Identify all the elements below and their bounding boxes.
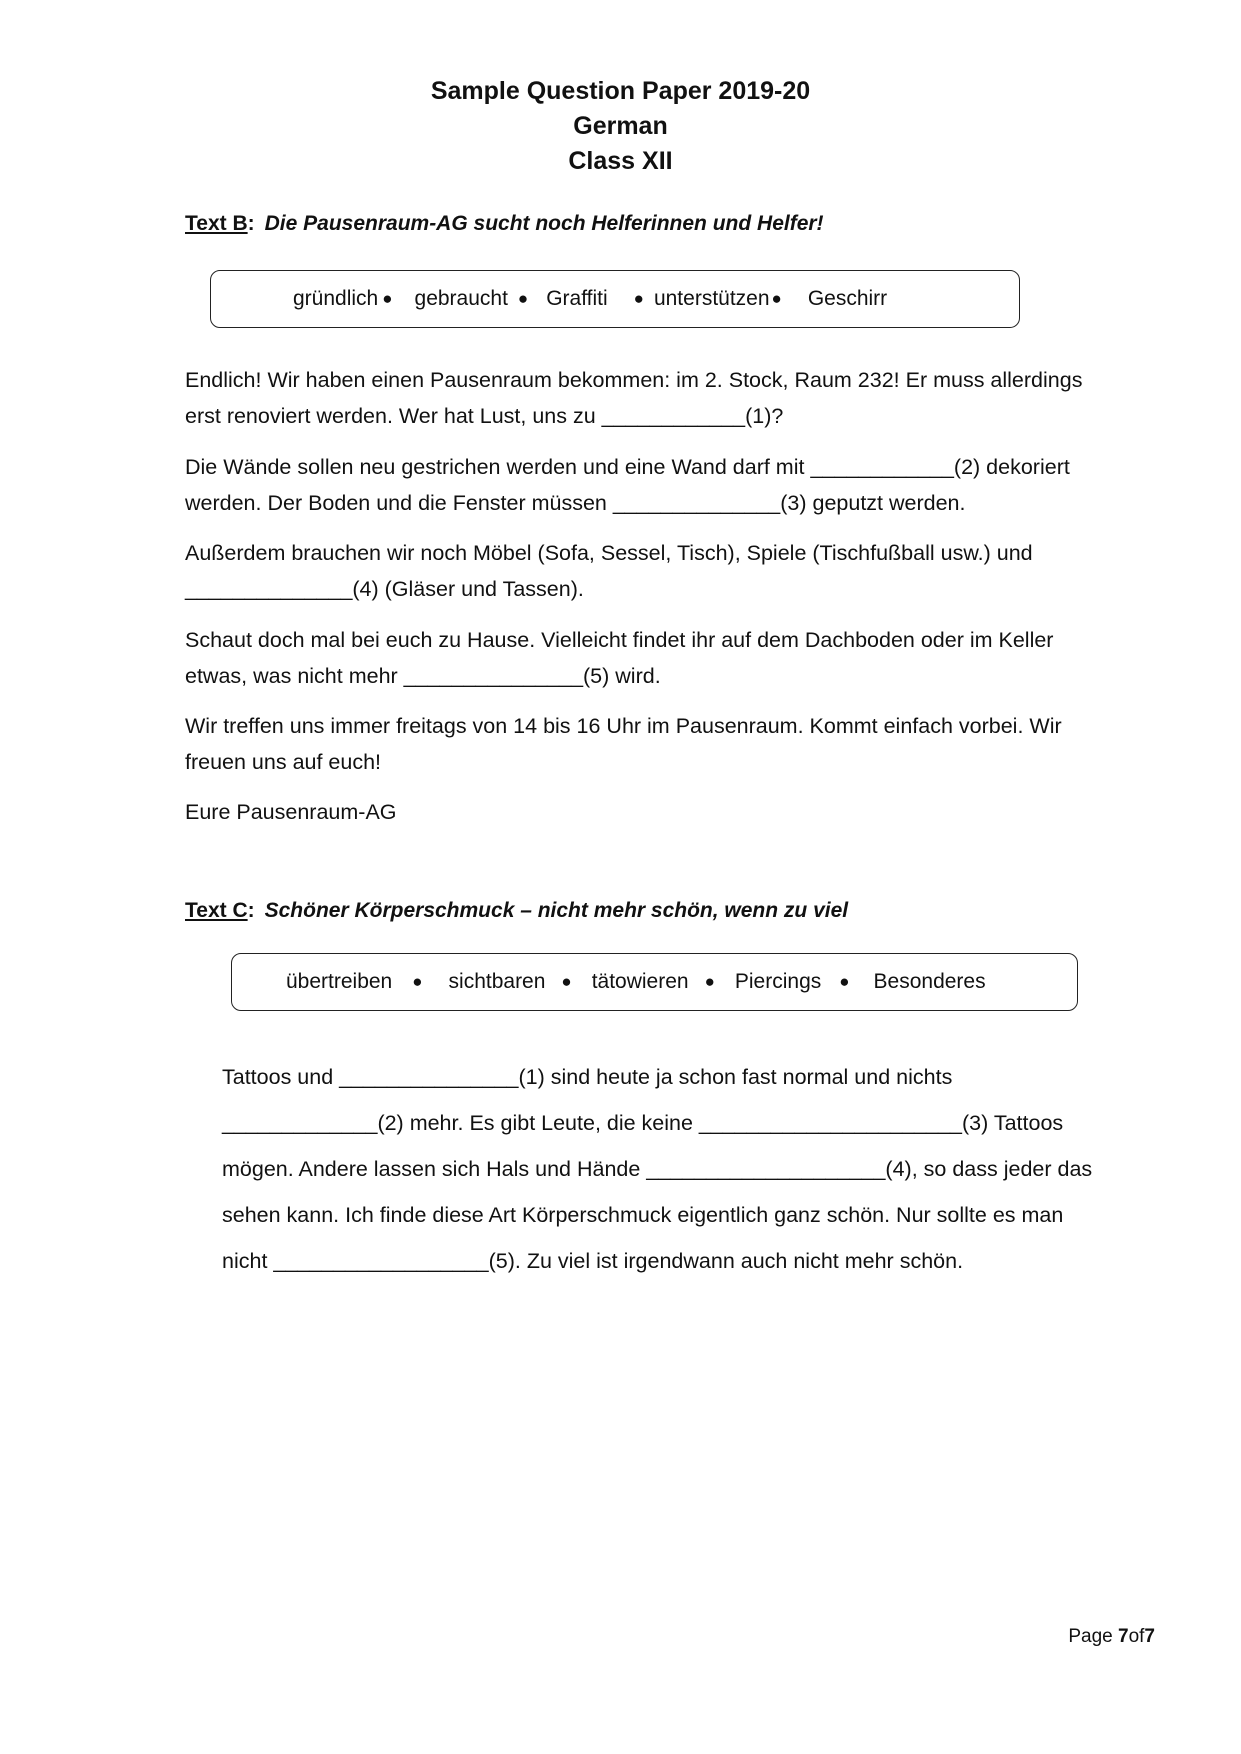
word-box-item: unterstützen xyxy=(653,287,770,310)
paper-subject: German xyxy=(573,112,668,140)
bullet-icon: ● xyxy=(704,972,715,991)
page-number: Page 7of7 xyxy=(1068,1626,1155,1647)
text-b-paragraph-3: Außerdem brauchen wir noch Möbel (Sofa, Sessel, Tisch), Spiele (Tischfußball usw.) und ______________(4) (Gläser und Tassen). xyxy=(185,541,1033,601)
word-box-item: gebraucht xyxy=(414,287,508,310)
text-b-word-box xyxy=(210,270,1020,328)
text-c-paragraph: Tattoos und _______________(1) sind heute ja schon fast normal und nichts _____________(2) mehr. Es gibt Leute, die keine ______________________(3) Tattoos mögen. Andere lassen sich Hals und Hände ____________________(4), so dass jeder das sehen kann. Ich finde diese Art Körperschmuck eigentlich ganz schön. Nur sollte es man nicht __________________(5). Zu viel ist irgendwann auch nicht mehr schön. xyxy=(222,1065,1093,1273)
text-b-paragraph-2: Die Wände sollen neu gestrichen werden und eine Wand darf mit ____________(2) dekoriert werden. Der Boden und die Fenster müssen ______________(3) geputzt werden. xyxy=(185,455,1070,515)
word-box-item: Besonderes xyxy=(873,970,986,993)
bullet-icon: ● xyxy=(517,289,529,308)
text-b-signoff: Eure Pausenraum-AG xyxy=(185,800,397,824)
bullet-icon: ● xyxy=(771,289,782,308)
text-b-title: Die Pausenraum-AG sucht noch Helferinnen und Helfer! xyxy=(264,212,824,235)
text-c-title: Schöner Körperschmuck – nicht mehr schön, wenn zu viel xyxy=(264,899,849,922)
text-b-heading: Text B: Die Pausenraum-AG sucht noch Helferinnen und Helfer! xyxy=(185,212,824,235)
text-b-paragraph-4: Schaut doch mal bei euch zu Hause. Vielleicht findet ihr auf dem Dachboden oder im Keller etwas, was nicht mehr _______________(5) wird. xyxy=(185,628,1054,688)
word-box-item: Graffiti xyxy=(546,287,608,310)
word-box-item: Piercings xyxy=(734,970,822,993)
bullet-icon: ● xyxy=(839,972,850,991)
text-c-word-box xyxy=(231,953,1078,1011)
paper-class: Class XII xyxy=(568,147,673,175)
text-c-heading: Text C: Schöner Körperschmuck – nicht mehr schön, wenn zu viel xyxy=(185,899,849,922)
word-box-item: tätowieren xyxy=(591,970,689,993)
bullet-icon: ● xyxy=(412,972,423,991)
text-b-paragraph-5: Wir treffen uns immer freitags von 14 bis 16 Uhr im Pausenraum. Kommt einfach vorbei. Wir freuen uns auf euch! xyxy=(185,714,1062,774)
word-box-item: übertreiben xyxy=(286,970,393,993)
word-box-item: sichtbaren xyxy=(448,970,546,993)
text-b-label: Text B xyxy=(185,212,248,235)
bullet-icon: ● xyxy=(561,972,572,991)
text-b-paragraph-1: Endlich! Wir haben einen Pausenraum bekommen: im 2. Stock, Raum 232! Er muss allerdings erst renoviert werden. Wer hat Lust, uns zu ____________(1)? xyxy=(185,368,1083,428)
text-c-label: Text C xyxy=(185,899,248,922)
bullet-icon: ● xyxy=(633,289,644,308)
paper-header xyxy=(0,74,1241,179)
word-box-item: gründlich xyxy=(293,287,379,310)
word-box-item: Geschirr xyxy=(807,287,888,310)
bullet-icon: ● xyxy=(382,289,393,308)
paper-title: Sample Question Paper 2019-20 xyxy=(430,77,811,105)
